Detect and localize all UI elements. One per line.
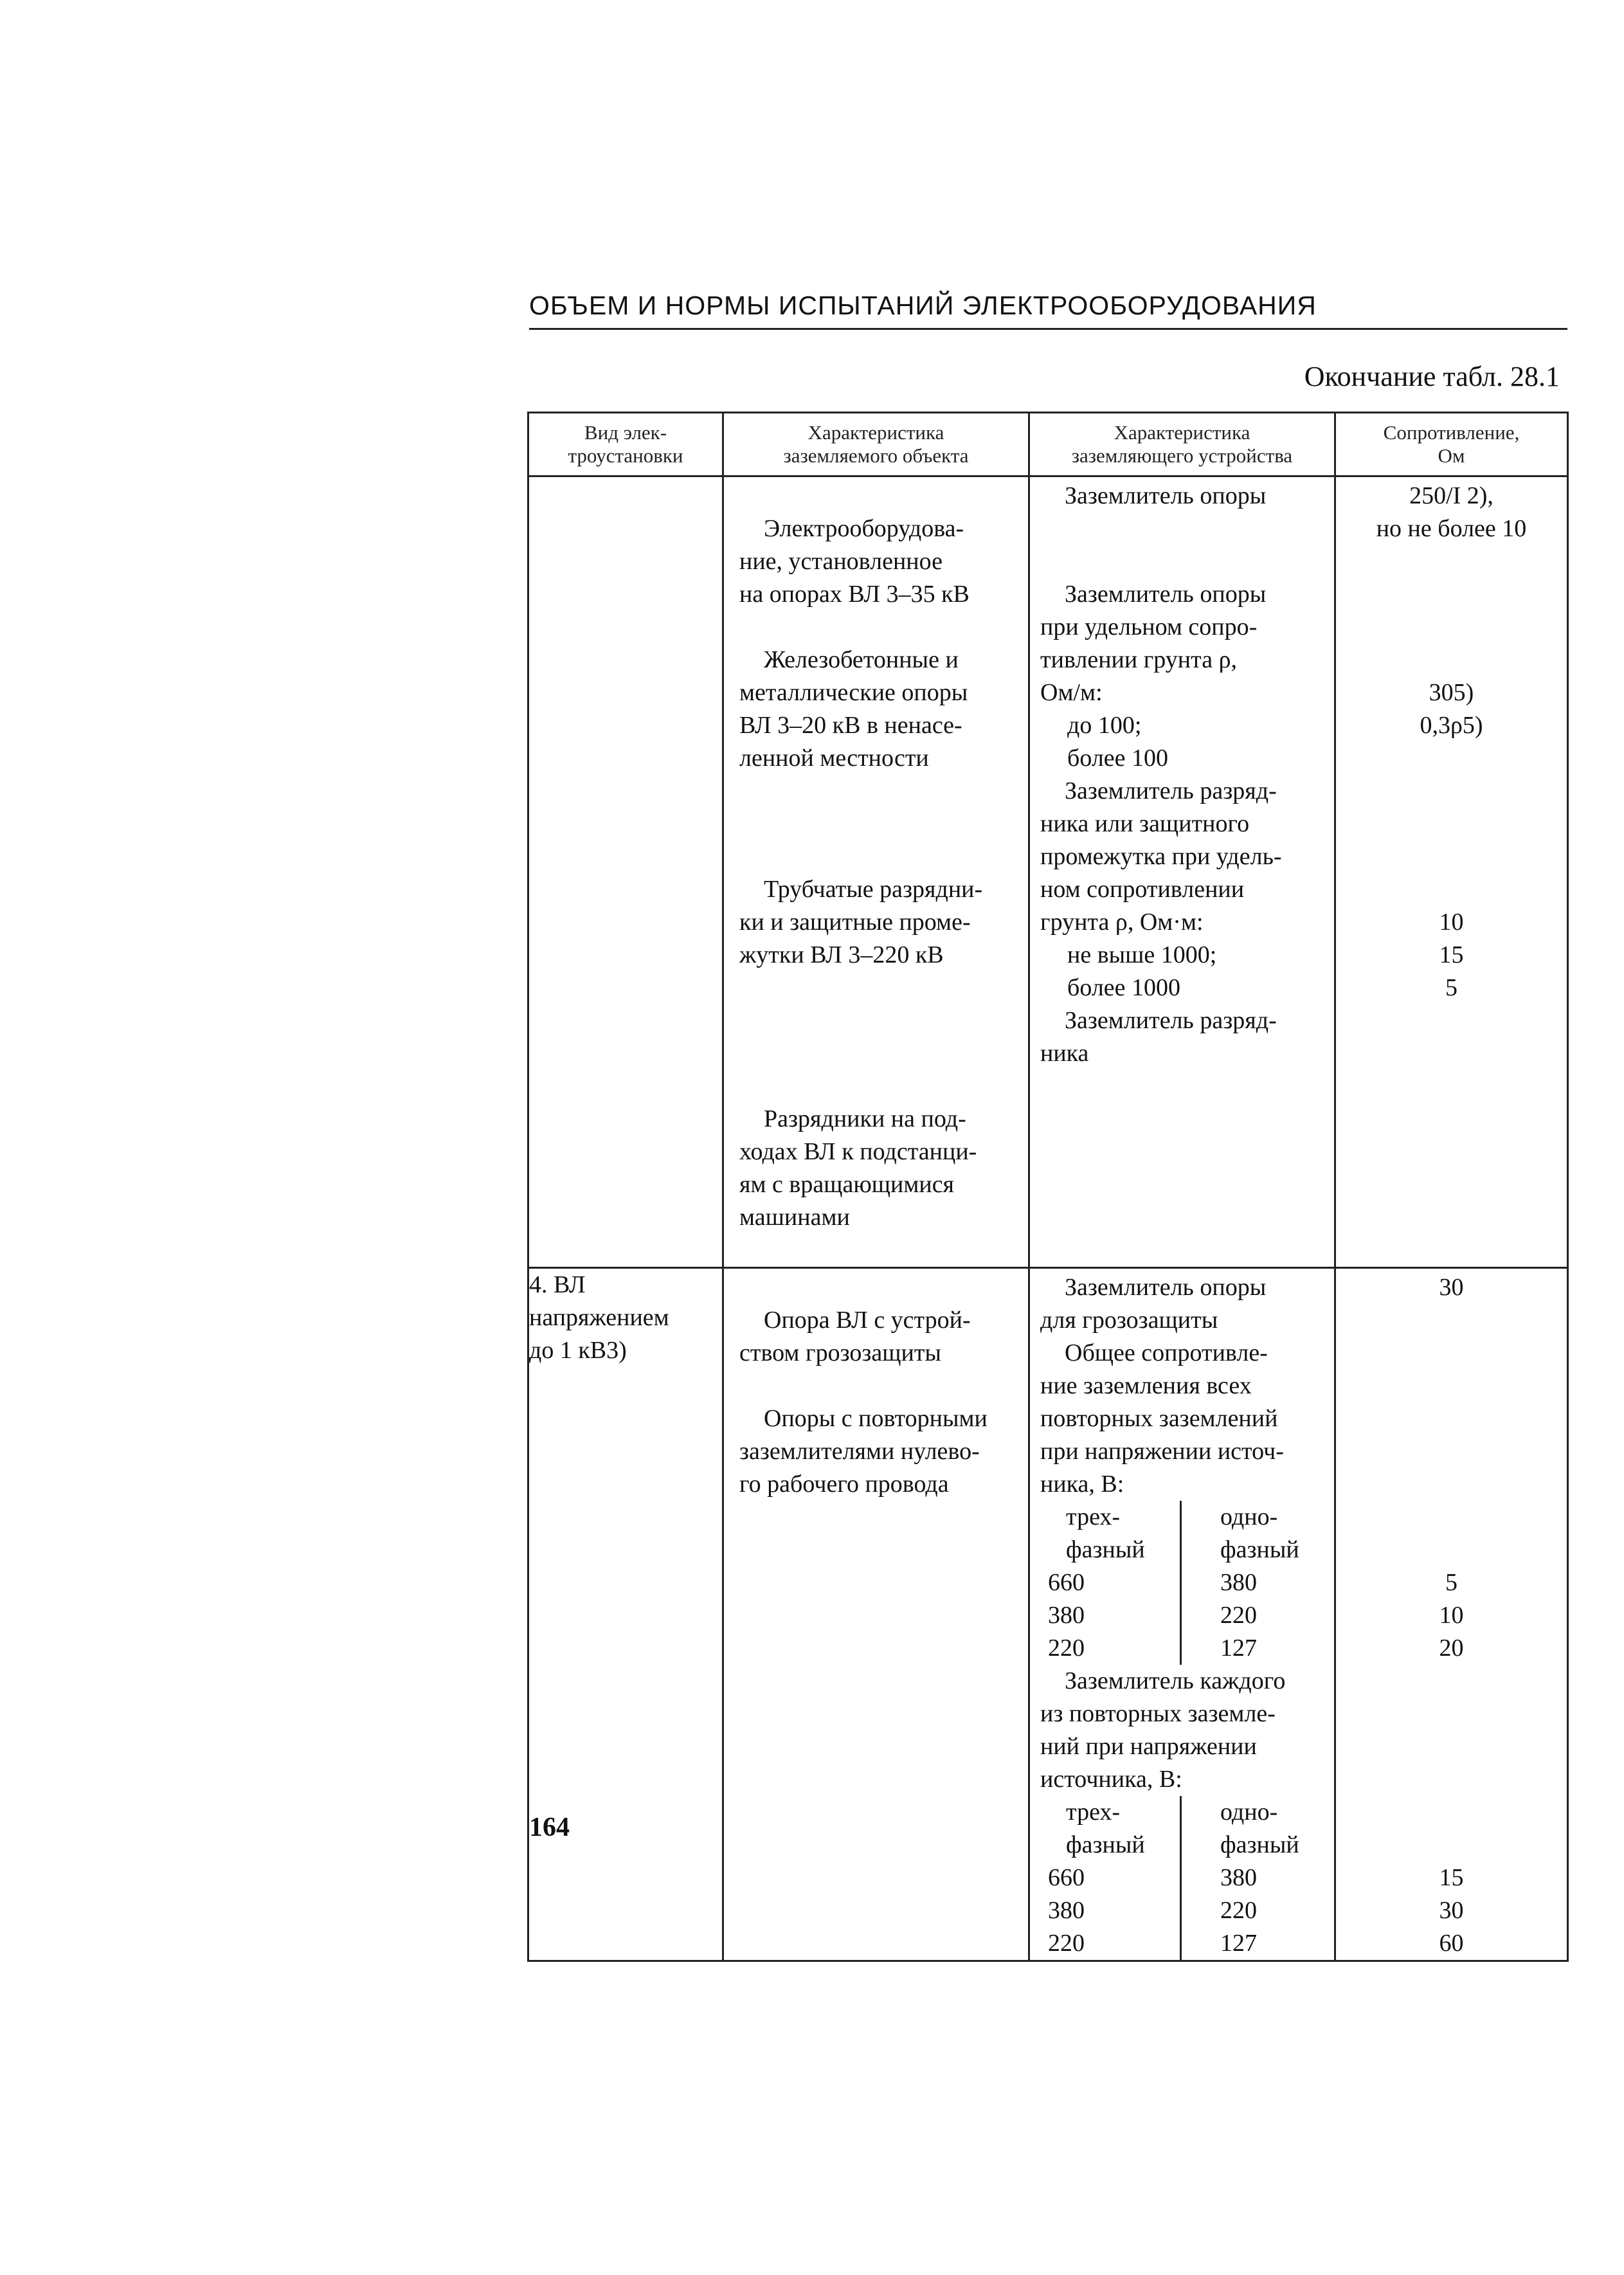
device-pole-grounding-soil: Заземлитель опоры при удельном сопро- тивлении грунта ρ, Ом/м:: [1040, 581, 1267, 706]
col-header-resistance: Сопротивление, Ом: [1335, 413, 1568, 476]
table-header-row: [528, 413, 1568, 476]
col-header-grounding-device: Характеристика заземляющего устройства: [1029, 413, 1335, 476]
table-row: [528, 1268, 1568, 1961]
resistance-value: 60: [1439, 1930, 1464, 1957]
resistance-value: 5: [1445, 1569, 1457, 1596]
device-pole-lightning: Заземлитель опоры для грозозащиты: [1040, 1274, 1267, 1334]
row1-resistance: [1335, 476, 1568, 1268]
resistance-value: 0,3ρ5): [1420, 712, 1483, 739]
resistance-value: 20: [1439, 1635, 1464, 1662]
option-over-1000: более 1000: [1067, 974, 1181, 1001]
resistance-value: 10: [1439, 909, 1464, 936]
col-header-grounded-object: Характеристика заземляемого объекта: [723, 413, 1029, 476]
device-arrester-grounding-2: Заземлитель разряд- ника: [1040, 1007, 1277, 1067]
device-pole-grounding: Заземлитель опоры: [1065, 482, 1267, 509]
col-header-installation-type: Вид элек- троустановки: [528, 413, 723, 476]
row2-resistance: [1335, 1268, 1568, 1961]
device-arrester-grounding: Заземлитель разряд- ника или защитного промежутка при удель- ном сопротивлении грунта ρ, Ом·м:: [1040, 777, 1282, 936]
resistance-value: 15: [1439, 1864, 1464, 1891]
option-up-to-100: до 100;: [1067, 712, 1142, 739]
header-rule: [529, 328, 1567, 330]
object-equipment-on-poles: Электрооборудова- ние, установленное на опорах ВЛ 3–35 кВ: [739, 515, 970, 608]
voltage-row: 660 380: [1030, 1566, 1334, 1599]
voltage-row: 380 220: [1030, 1599, 1334, 1632]
grounding-resistance-table: [527, 412, 1569, 1962]
table-continuation-caption: Окончание табл. 28.1: [1304, 361, 1560, 392]
object-repeated-grounding-poles: Опоры с повторными заземлителями нулево- го рабочего провода: [739, 1405, 988, 1498]
resistance-value: 250/I 2), но не более 10: [1376, 482, 1527, 542]
row2-grounding-device: [1029, 1268, 1335, 1961]
row2-installation-type: 4. ВЛ напряжением до 1 кВ3): [528, 1268, 723, 1961]
voltage-row: 220 127: [1030, 1632, 1334, 1665]
resistance-value: 15: [1439, 941, 1464, 968]
resistance-value: 10: [1439, 1602, 1464, 1629]
resistance-value: 30: [1439, 1274, 1464, 1301]
running-header: ОБЪЕМ И НОРМЫ ИСПЫТАНИЙ ЭЛЕКТРООБОРУДОВАНИЯ: [529, 291, 1317, 320]
voltage-subheader: трех- фазный одно- фазный: [1030, 1796, 1334, 1862]
voltage-row: 380 220: [1030, 1894, 1334, 1927]
device-total-repeated: Общее сопротивле- ние заземления всех повторных заземлений при напряжении источ- ника, В:: [1040, 1339, 1284, 1498]
voltage-row: 660 380: [1030, 1862, 1334, 1894]
row2-grounded-object: [723, 1268, 1029, 1961]
object-tube-arresters: Трубчатые разрядни- ки и защитные проме- жутки ВЛ 3–220 кВ: [739, 876, 983, 968]
voltage-row: 220 127: [1030, 1927, 1334, 1960]
object-pole-lightning: Опора ВЛ с устрой- ством грозозащиты: [739, 1307, 971, 1366]
resistance-value: 5: [1445, 974, 1457, 1001]
voltage-subheader: трех- фазный одно- фазный: [1030, 1501, 1334, 1566]
row1-installation-type: [528, 476, 723, 1268]
option-not-above-1000: не выше 1000;: [1067, 941, 1217, 968]
option-over-100: более 100: [1067, 745, 1169, 772]
device-each-repeated: Заземлитель каждого из повторных заземле- ний при напряжении источника, В:: [1040, 1667, 1286, 1793]
table-row: [528, 476, 1568, 1268]
page-number: 164: [529, 1813, 570, 1842]
object-concrete-metal-poles: Железобетонные и металлические опоры ВЛ 3–20 кВ в ненасе- ленной местности: [739, 646, 968, 772]
resistance-value: 30: [1439, 1897, 1464, 1924]
resistance-value: 305): [1429, 679, 1474, 706]
row1-grounding-device: [1029, 476, 1335, 1268]
row1-grounded-object: [723, 476, 1029, 1268]
object-arresters-substation: Разрядники на под- ходах ВЛ к подстанци- ям с вращающимися машинами: [739, 1105, 977, 1231]
